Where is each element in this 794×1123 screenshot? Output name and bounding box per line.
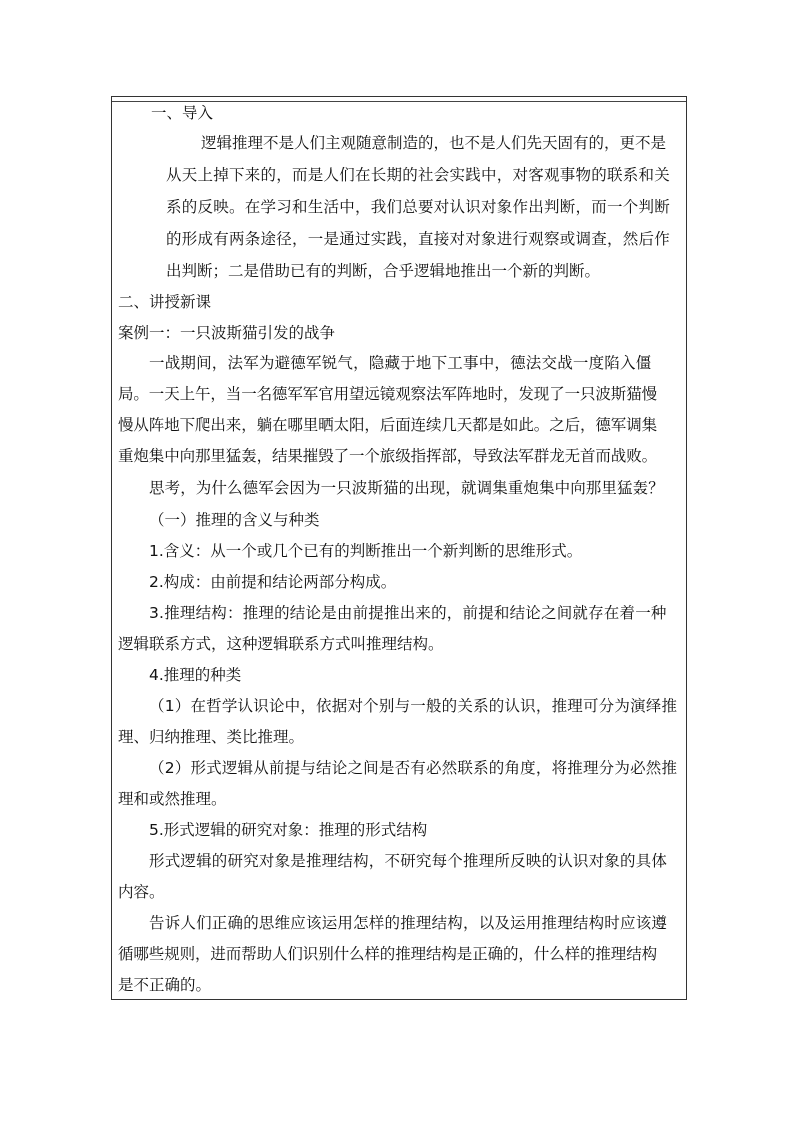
intro-heading: 一、导入 (151, 104, 214, 122)
intro-para-line-3: 系的反映。在学习和生活中，我们总要对认识对象作出判断，而一个判断 (166, 198, 671, 216)
structure-item-line-2: 逻辑联系方式，这种逻辑联系方式叫推理结构。 (118, 635, 444, 653)
intro-para-line-5: 出判断；二是借助已有的判断，合乎逻辑地推出一个新的判断。 (166, 262, 601, 280)
lesson-heading: 二、讲授新课 (118, 293, 212, 311)
case-para-line-2: 局。一天上午，当一名德军军官用望远镜观察法军阵地时，发现了一只波斯猫慢 (118, 385, 658, 403)
case-title: 案例一：一只波斯猫引发的战争 (118, 324, 336, 342)
intro-para-line-2: 从天上掉下来的，而是人们在长期的社会实践中，对客观事物的联系和关 (166, 166, 671, 184)
types-sub1-line-1: （1）在哲学认识论中，依据对个别与一般的关系的认识，推理可分为演绎推 (149, 697, 678, 715)
research-para-line-1: 形式逻辑的研究对象是推理结构，不研究每个推理所反映的认识对象的具体 (149, 852, 668, 870)
think-question: 思考，为什么德军会因为一只波斯猫的出现，就调集重炮集中向那里猛轰？ (149, 479, 664, 497)
intro-text: 逻辑推理不是人们主观随意制造的，也不是人们先天固有的，更不是 (201, 134, 667, 152)
case-para-line-1: 一战期间，法军为避德军锐气，隐藏于地下工事中，德法交战一度陷入僵 (149, 354, 652, 372)
rules-para-line-3: 是不正确的。 (118, 976, 212, 994)
research-object-item: 5.形式逻辑的研究对象：推理的形式结构 (149, 821, 428, 839)
case-para-line-4: 重炮集中向那里猛轰，结果摧毁了一个旅级指挥部，导致法军群龙无首而战败。 (118, 447, 658, 465)
definition-item: 1.含义：从一个或几个已有的判断推出一个新判断的思维形式。 (149, 542, 583, 560)
types-sub1-line-2: 理、归纳推理、类比推理。 (118, 728, 305, 746)
subsection-1-heading: （一）推理的含义与种类 (149, 511, 320, 529)
composition-item: 2.构成：由前提和结论两部分构成。 (149, 573, 397, 591)
case-para-line-3: 慢从阵地下爬出来，躺在哪里晒太阳，后面连续几天都是如此。之后，德军调集 (118, 416, 658, 434)
structure-item-line-1: 3.推理结构：推理的结论是由前提推出来的，前提和结论之间就存在着一种 (149, 604, 667, 622)
intro-para-line-4: 的形成有两条途径，一是通过实践，直接对对象进行观察或调查，然后作 (166, 230, 671, 248)
rules-para-line-1: 告诉人们正确的思维应该运用怎样的推理结构，以及运用推理结构时应该遵 (149, 914, 668, 932)
types-sub2-line-2: 理和或然推理。 (118, 790, 227, 808)
types-sub2-line-1: （2）形式逻辑从前提与结论之间是否有必然联系的角度，将推理分为必然推 (149, 759, 678, 777)
types-item: 4.推理的种类 (149, 666, 242, 684)
rules-para-line-2: 循哪些规则，进而帮助人们识别什么样的推理结构是正确的，什么样的推理结构 (118, 945, 658, 963)
top-border-line (112, 101, 686, 102)
research-para-line-2: 内容。 (118, 883, 165, 901)
intro-para-line-1 (201, 133, 679, 153)
